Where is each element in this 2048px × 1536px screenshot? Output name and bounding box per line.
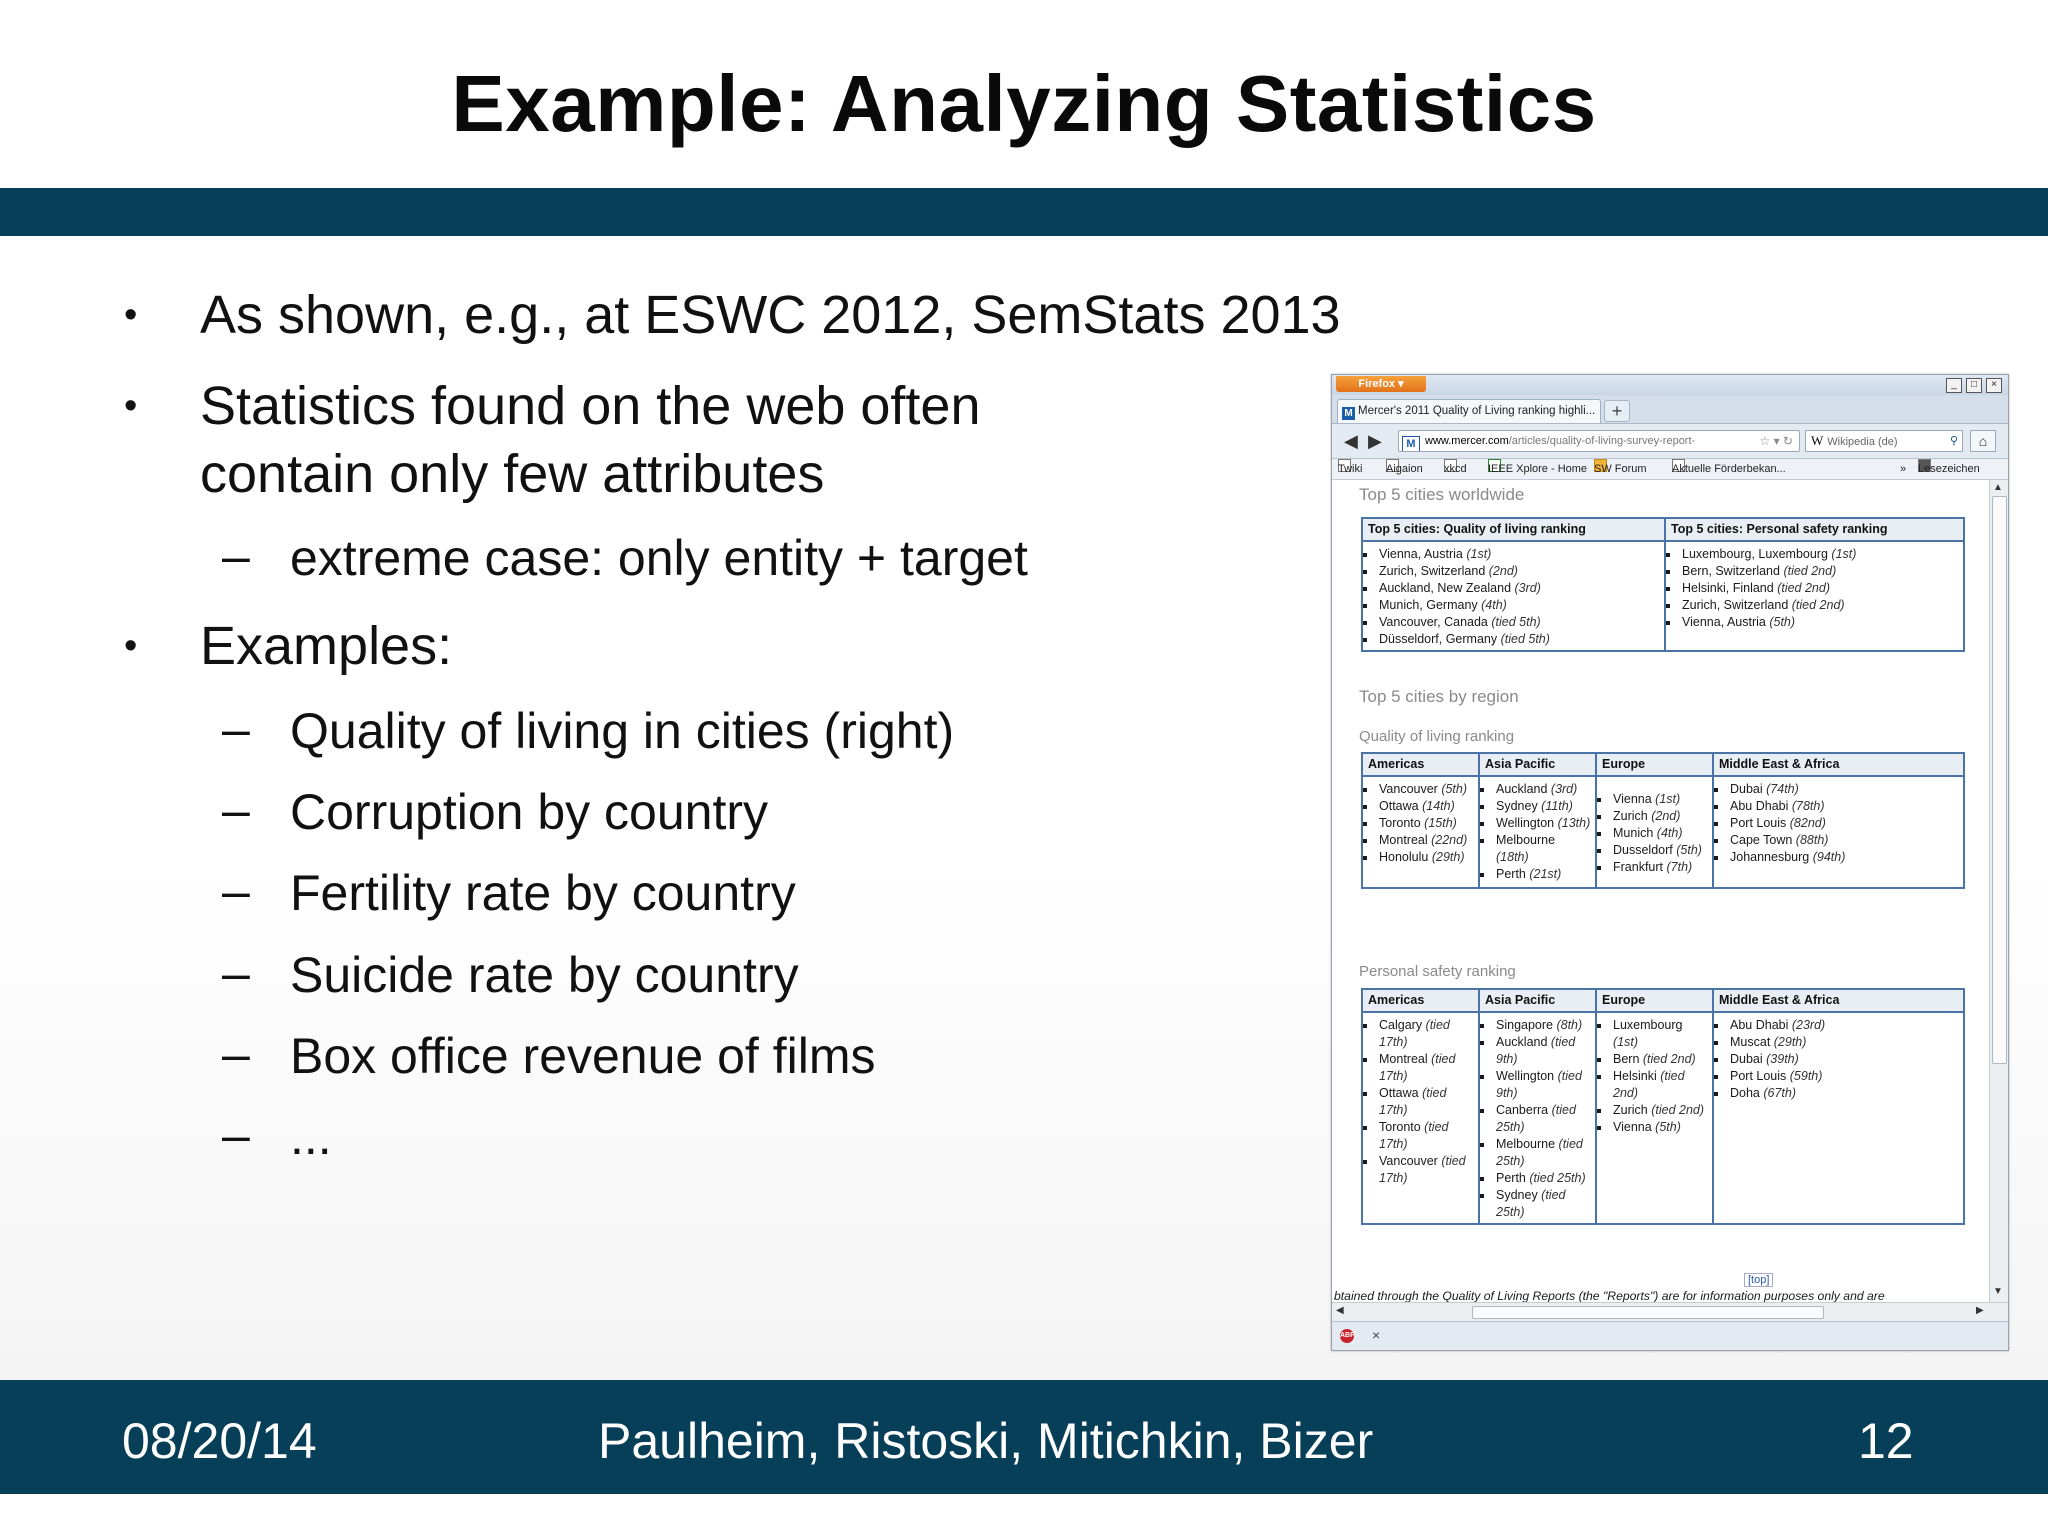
city-rank: (2nd) <box>1488 564 1518 578</box>
bullet-eswc <box>124 281 1341 349</box>
city-name: Vienna <box>1613 791 1656 806</box>
city-name: Luxembourg, Luxembourg <box>1682 547 1832 561</box>
city-name: Bern, Switzerland <box>1682 564 1784 578</box>
city-name: Dusseldorf <box>1613 842 1677 857</box>
city-rank: (5th) <box>1769 615 1796 629</box>
forward-arrow-icon[interactable]: ▶ <box>1368 431 1382 451</box>
region-header: Middle East & Africa <box>1713 989 1964 1012</box>
city-name: Toronto <box>1379 816 1425 830</box>
city-entry <box>1494 815 1591 832</box>
city-entry <box>1680 597 1959 614</box>
city-rank: (7th) <box>1666 859 1693 874</box>
region-city-list <box>1601 1017 1708 1136</box>
city-entry <box>1611 842 1708 859</box>
subbullet-text: Corruption by country <box>290 784 769 840</box>
quality-region-table <box>1361 752 1965 889</box>
example-box-office <box>222 1022 876 1090</box>
city-entry <box>1494 866 1591 883</box>
region-cell <box>1713 1012 1964 1224</box>
city-name: Vienna, Austria <box>1379 547 1467 561</box>
city-rank: (88th) <box>1795 833 1829 847</box>
region-header: Asia Pacific <box>1479 989 1596 1012</box>
city-rank: (29th) <box>1773 1035 1807 1049</box>
city-entry <box>1494 1068 1591 1102</box>
browser-screenshot <box>1331 374 2009 1351</box>
city-rank: (tied 17th) <box>1379 1120 1449 1151</box>
bookmark-label: Twiki <box>1338 463 1363 475</box>
city-rank: (tied 17th) <box>1379 1154 1466 1185</box>
city-name: Port Louis <box>1730 1069 1790 1083</box>
city-name: Munich, Germany <box>1379 598 1482 612</box>
tab-strip <box>1332 395 2008 424</box>
city-name: Sydney <box>1496 1188 1542 1202</box>
city-name: Toronto <box>1379 1120 1425 1134</box>
safety-region-table <box>1361 988 1965 1225</box>
city-rank: (tied 25th) <box>1496 1103 1576 1134</box>
subbullet-extreme <box>222 524 1028 592</box>
region-header: Europe <box>1596 989 1713 1012</box>
city-rank: (3rd) <box>1514 581 1541 595</box>
region-header: Americas <box>1362 989 1479 1012</box>
city-name: Vancouver <box>1379 782 1442 796</box>
city-entry <box>1377 546 1660 563</box>
bullet-text: As shown, e.g., at ESWC 2012, SemStats 2013 <box>200 285 1341 345</box>
city-name: Montreal <box>1379 833 1432 847</box>
city-rank: (13th) <box>1557 816 1591 830</box>
city-name: Abu Dhabi <box>1730 1018 1792 1032</box>
region-city-list <box>1367 781 1474 866</box>
city-name: Canberra <box>1496 1103 1552 1117</box>
city-entry <box>1377 580 1660 597</box>
city-rank: (tied 2nd) <box>1642 1052 1696 1066</box>
dash-mark: – <box>222 1026 250 1082</box>
example-corruption <box>222 778 769 846</box>
vertical-scroll-thumb[interactable] <box>1992 496 2007 1064</box>
city-entry <box>1728 1085 1959 1102</box>
city-name: Ottawa <box>1379 1086 1423 1100</box>
city-name: Munich <box>1613 825 1657 840</box>
header-personal-safety: Top 5 cities: Personal safety ranking <box>1665 518 1964 541</box>
mercer-favicon-icon: M <box>1342 407 1355 420</box>
dash-mark: – <box>222 1107 250 1163</box>
region-city-list <box>1718 1017 1959 1102</box>
city-entry <box>1611 1017 1708 1051</box>
city-name: Wellington <box>1496 816 1558 830</box>
city-name: Honolulu <box>1379 850 1432 864</box>
city-entry <box>1728 1051 1959 1068</box>
city-name: Wellington <box>1496 1069 1558 1083</box>
wikipedia-icon: W <box>1811 433 1824 448</box>
city-name: Helsinki <box>1613 1069 1661 1083</box>
city-rank: (1st) <box>1655 791 1681 806</box>
bullet-statistics <box>124 372 981 440</box>
worldwide-table <box>1361 517 1965 652</box>
bullet-text: Statistics found on the web often <box>200 376 981 436</box>
quality-header-row <box>1362 753 1964 776</box>
scroll-right-icon[interactable]: ▶ <box>1976 1305 1984 1316</box>
city-rank: (tied 5th) <box>1500 632 1550 646</box>
city-name: Dubai <box>1730 782 1767 796</box>
horizontal-scrollbar[interactable] <box>1332 1302 2008 1321</box>
safety-header-row <box>1362 989 1964 1012</box>
city-rank: (tied 2nd) <box>1777 581 1830 595</box>
city-entry <box>1611 791 1708 808</box>
adblock-icon[interactable]: ABP <box>1340 1329 1354 1343</box>
city-rank: (22nd) <box>1431 833 1468 847</box>
city-entry <box>1611 1051 1708 1068</box>
city-entry <box>1611 825 1708 842</box>
example-ellipsis <box>222 1103 332 1171</box>
city-entry <box>1494 832 1591 866</box>
city-name: Helsinki, Finland <box>1682 581 1778 595</box>
scroll-left-icon[interactable]: ◀ <box>1336 1305 1344 1316</box>
city-rank: (5th) <box>1676 842 1702 857</box>
bookmark-star-icon[interactable]: ☆ ▾ ↻ <box>1759 434 1793 448</box>
city-name: Auckland <box>1496 1035 1551 1049</box>
city-entry <box>1377 563 1660 580</box>
vertical-scrollbar[interactable] <box>1989 480 2008 1302</box>
close-icon[interactable]: × <box>1372 1327 1381 1343</box>
firefox-menu-button[interactable]: Firefox ▾ <box>1336 376 1426 392</box>
subbullet-text: Suicide rate by country <box>290 947 799 1003</box>
bookmark-label: Aktuelle Förderbekan... <box>1672 463 1786 475</box>
bullet-mark: • <box>124 625 138 667</box>
heading-by-region: Top 5 cities by region <box>1359 687 1519 706</box>
city-entry <box>1377 1153 1474 1187</box>
city-entry <box>1494 798 1591 815</box>
city-rank: (tied 2nd) <box>1791 598 1845 612</box>
region-city-list <box>1484 1017 1591 1221</box>
city-entry <box>1611 859 1708 876</box>
example-fertility <box>222 859 796 927</box>
scroll-up-icon[interactable]: ▲ <box>1993 482 2003 493</box>
city-name: Zurich <box>1613 808 1652 823</box>
quality-body-row <box>1362 776 1964 888</box>
city-name: Montreal <box>1379 1052 1432 1066</box>
city-rank: (tied 2nd) <box>1651 1103 1705 1117</box>
city-rank: (1st) <box>1466 547 1492 561</box>
city-rank: (tied 17th) <box>1379 1086 1447 1117</box>
city-rank: (tied 2nd) <box>1783 564 1837 578</box>
city-name: Vancouver, Canada <box>1379 615 1492 629</box>
city-rank: (15th) <box>1424 816 1457 830</box>
city-name: Zurich, Switzerland <box>1682 598 1792 612</box>
back-arrow-icon[interactable]: ◀ <box>1344 431 1358 451</box>
city-name: Vienna <box>1613 1120 1656 1134</box>
region-cell <box>1479 1012 1596 1224</box>
city-rank: (2nd) <box>1651 808 1681 823</box>
city-name: Cape Town <box>1730 833 1796 847</box>
city-name: Auckland <box>1496 782 1551 796</box>
bookmarks-toolbar <box>1332 459 2008 480</box>
city-rank: (59th) <box>1789 1069 1823 1083</box>
subbullet-text: ... <box>290 1109 332 1165</box>
city-name: Perth <box>1496 1171 1530 1185</box>
city-rank: (tied 9th) <box>1496 1069 1582 1100</box>
city-entry <box>1728 798 1959 815</box>
city-name: Singapore <box>1496 1018 1557 1032</box>
city-rank: (67th) <box>1763 1086 1797 1100</box>
subbullet-text: Box office revenue of films <box>290 1028 876 1084</box>
quality-list <box>1367 546 1660 648</box>
city-rank: (74th) <box>1766 782 1799 796</box>
city-name: Melbourne <box>1496 833 1556 847</box>
city-name: Luxembourg <box>1613 1018 1683 1032</box>
search-placeholder: Wikipedia (de) <box>1827 436 1898 448</box>
city-rank: (23rd) <box>1791 1018 1826 1032</box>
city-name: Zurich, Switzerland <box>1379 564 1489 578</box>
region-header: Middle East & Africa <box>1713 753 1964 776</box>
city-entry <box>1494 781 1591 798</box>
city-name: Vienna, Austria <box>1682 615 1770 629</box>
page-number: 12 <box>1858 1413 1914 1469</box>
city-entry <box>1494 1034 1591 1068</box>
firefox-label: Firefox <box>1358 378 1396 390</box>
city-entry <box>1728 1017 1959 1034</box>
region-cell <box>1713 776 1964 888</box>
city-name: Frankfurt <box>1613 859 1667 874</box>
url-path: /articles/quality-of-living-survey-report- <box>1508 435 1696 447</box>
city-entry <box>1377 597 1660 614</box>
bullet-mark: • <box>124 294 138 336</box>
region-header: Asia Pacific <box>1479 753 1596 776</box>
city-rank: (1st) <box>1831 547 1857 561</box>
city-rank: (11th) <box>1541 799 1573 813</box>
footer-authors: Paulheim, Ristoski, Mitichkin, Bizer <box>598 1413 1374 1469</box>
heading-quality-ranking: Quality of living ranking <box>1359 728 1515 745</box>
city-rank: (tied 25th) <box>1496 1188 1566 1219</box>
city-rank: (5th) <box>1441 782 1468 796</box>
city-name: Zurich <box>1613 1103 1652 1117</box>
site-identity-icon: M <box>1402 436 1420 452</box>
city-rank: (4th) <box>1481 598 1507 612</box>
city-name: Auckland, New Zealand <box>1379 581 1515 595</box>
subbullet-text: extreme case: only entity + target <box>290 530 1028 586</box>
city-name: Vancouver <box>1379 1154 1442 1168</box>
city-rank: (tied 25th) <box>1496 1137 1583 1168</box>
city-entry <box>1494 1136 1591 1170</box>
title-bar <box>0 188 2048 236</box>
city-rank: (tied 5th) <box>1491 615 1541 629</box>
safety-list <box>1670 546 1959 631</box>
bullet-text: contain only few attributes <box>200 444 825 504</box>
region-city-list <box>1367 1017 1474 1187</box>
close-icon[interactable]: × <box>1986 378 2002 393</box>
bookmark-label: Lesezeichen <box>1918 463 1980 475</box>
dash-mark: – <box>222 863 250 919</box>
city-entry <box>1377 1051 1474 1085</box>
region-header: Europe <box>1596 753 1713 776</box>
city-entry <box>1728 1034 1959 1051</box>
region-cell <box>1596 1012 1713 1224</box>
city-rank: (18th) <box>1496 850 1529 864</box>
city-entry <box>1611 1119 1708 1136</box>
city-entry <box>1377 614 1660 631</box>
city-entry <box>1611 808 1708 825</box>
city-entry <box>1377 815 1474 832</box>
city-entry <box>1494 1102 1591 1136</box>
city-rank: (14th) <box>1422 799 1455 813</box>
city-rank: (tied 17th) <box>1379 1018 1450 1049</box>
city-name: Muscat <box>1730 1035 1774 1049</box>
bullet-examples <box>124 612 453 680</box>
region-cell <box>1362 1012 1479 1224</box>
city-rank: (tied 9th) <box>1496 1035 1576 1066</box>
maximize-icon[interactable]: □ <box>1966 378 1982 393</box>
city-entry <box>1377 1085 1474 1119</box>
city-entry <box>1377 1119 1474 1153</box>
search-icon[interactable]: ⚲ <box>1949 435 1958 447</box>
disclaimer-text <box>1332 1288 1988 1302</box>
browser-titlebar <box>1332 375 2008 395</box>
city-entry <box>1611 1102 1708 1119</box>
city-entry <box>1680 546 1959 563</box>
new-tab-button[interactable]: + <box>1604 400 1630 422</box>
dash-mark: – <box>222 528 250 584</box>
city-name: Abu Dhabi <box>1730 799 1792 813</box>
bullet-mark: • <box>124 385 138 427</box>
city-name: Calgary <box>1379 1018 1426 1032</box>
city-name: Dubai <box>1730 1052 1767 1066</box>
subbullet-text: Fertility rate by country <box>290 865 796 921</box>
city-entry <box>1728 849 1959 866</box>
city-rank: (tied 2nd) <box>1613 1069 1685 1100</box>
horizontal-scroll-thumb[interactable] <box>1472 1306 1824 1319</box>
city-rank: (tied 25th) <box>1529 1171 1586 1185</box>
city-rank: (1st) <box>1613 1035 1638 1049</box>
browser-tab[interactable] <box>1337 399 1601 423</box>
top-link[interactable]: [top] <box>1744 1273 1773 1287</box>
city-entry <box>1377 781 1474 798</box>
city-entry <box>1377 832 1474 849</box>
city-entry <box>1611 1068 1708 1102</box>
subbullet-text: Quality of living in cities (right) <box>290 703 955 759</box>
minimize-icon[interactable]: _ <box>1946 378 1962 393</box>
city-rank: (82nd) <box>1789 816 1826 830</box>
slide-footer <box>0 1380 2048 1494</box>
city-entry <box>1680 614 1959 631</box>
city-entry <box>1680 580 1959 597</box>
bookmarks-overflow-chevron[interactable]: » <box>1900 463 1907 475</box>
bookmark-label: xkcd <box>1444 463 1467 475</box>
region-city-list <box>1718 781 1959 866</box>
city-entry <box>1728 815 1959 832</box>
region-header: Americas <box>1362 753 1479 776</box>
region-city-list <box>1484 781 1591 883</box>
heading-safety-ranking: Personal safety ranking <box>1359 963 1516 980</box>
heading-worldwide: Top 5 cities worldwide <box>1359 485 1525 504</box>
dash-mark: – <box>222 945 250 1001</box>
scroll-down-icon[interactable]: ▼ <box>1993 1286 2003 1297</box>
city-entry <box>1377 798 1474 815</box>
city-rank: (5th) <box>1655 1120 1681 1134</box>
city-rank: (94th) <box>1812 850 1846 864</box>
city-rank: (21st) <box>1529 867 1562 881</box>
city-name: Doha <box>1730 1086 1764 1100</box>
disclaimer-line: btained through the Quality of Living Reports (the "Reports") are for information purposes only and are <box>1334 1289 1885 1302</box>
city-rank: (8th) <box>1556 1018 1583 1032</box>
city-entry <box>1680 563 1959 580</box>
city-rank: (78th) <box>1791 799 1825 813</box>
example-quality-of-living <box>222 697 955 765</box>
region-city-list <box>1601 791 1708 876</box>
search-box[interactable] <box>1805 430 1963 452</box>
city-name: Perth <box>1496 867 1530 881</box>
bullet-text: Examples: <box>200 616 453 676</box>
city-entry <box>1494 1017 1591 1034</box>
footer-date: 08/20/14 <box>122 1413 317 1469</box>
dash-mark: – <box>222 701 250 757</box>
tab-title: Mercer's 2011 Quality of Living ranking highli... <box>1358 405 1596 417</box>
slide-title: Example: Analyzing Statistics <box>451 59 1597 148</box>
header-quality-of-living: Top 5 cities: Quality of living ranking <box>1362 518 1665 541</box>
bookmark-label: Aigaion <box>1386 463 1423 475</box>
city-rank: (4th) <box>1656 825 1683 840</box>
city-rank: (tied 17th) <box>1379 1052 1456 1083</box>
url-bar[interactable] <box>1398 430 1800 452</box>
city-name: Ottawa <box>1379 799 1423 813</box>
home-icon[interactable]: ⌂ <box>1970 430 1996 452</box>
region-cell <box>1362 776 1479 888</box>
city-name: Johannesburg <box>1730 850 1813 864</box>
region-cell <box>1596 776 1713 888</box>
region-cell <box>1479 776 1596 888</box>
quality-cell <box>1362 541 1665 651</box>
city-entry <box>1377 1017 1474 1051</box>
example-suicide <box>222 941 799 1009</box>
city-name: Sydney <box>1496 799 1542 813</box>
url-host: www.mercer.com <box>1425 435 1509 447</box>
city-rank: (3rd) <box>1550 782 1578 796</box>
dash-mark: – <box>222 782 250 838</box>
bookmark-label: IEEE Xplore - Home <box>1488 463 1588 475</box>
navigation-bar <box>1332 424 2008 459</box>
city-name: Melbourne <box>1496 1137 1559 1151</box>
city-entry <box>1494 1170 1591 1187</box>
bullet-statistics-cont <box>200 440 824 508</box>
city-entry <box>1728 832 1959 849</box>
bookmark-label: SW Forum <box>1594 463 1647 475</box>
city-name: Bern <box>1613 1052 1643 1066</box>
safety-cell <box>1665 541 1964 651</box>
safety-body-row <box>1362 1012 1964 1224</box>
status-bar <box>1332 1321 2008 1350</box>
web-page-content <box>1332 480 1988 1302</box>
city-rank: (39th) <box>1766 1052 1799 1066</box>
city-rank: (29th) <box>1431 850 1465 864</box>
city-name: Port Louis <box>1730 816 1790 830</box>
city-entry <box>1728 1068 1959 1085</box>
city-name: Düsseldorf, Germany <box>1379 632 1501 646</box>
city-entry <box>1494 1187 1591 1221</box>
city-entry <box>1377 849 1474 866</box>
city-entry <box>1728 781 1959 798</box>
city-entry <box>1377 631 1660 648</box>
